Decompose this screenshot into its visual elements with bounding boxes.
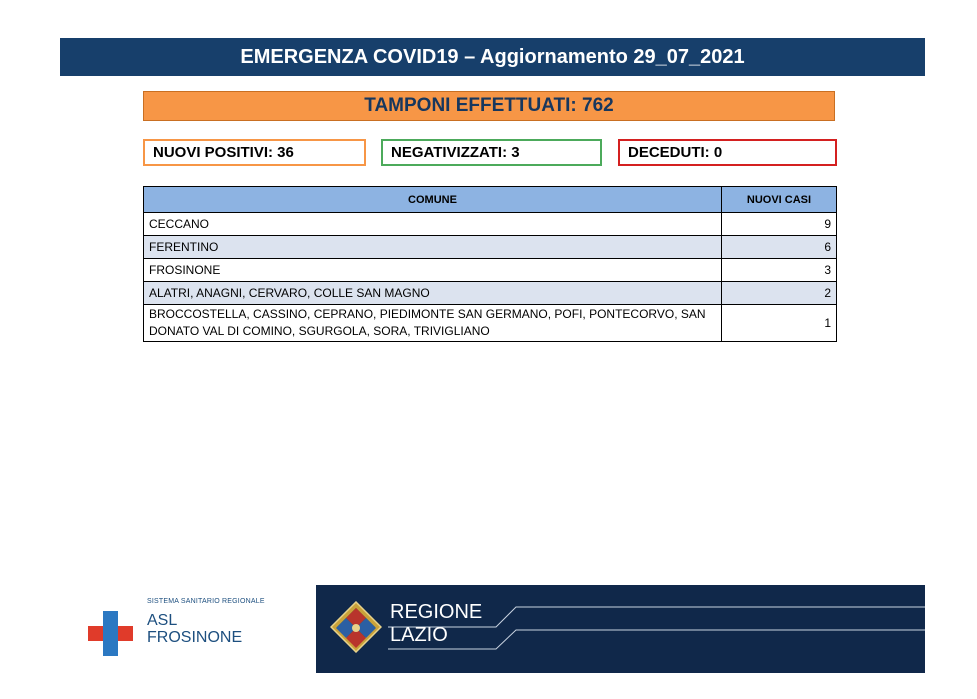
table-row [144, 236, 837, 259]
table-header-row [144, 187, 837, 213]
medical-cross-icon [88, 611, 133, 656]
asl-frosinone-logo [88, 598, 318, 658]
cell-comune: FERENTINO [144, 236, 722, 259]
table-row [144, 305, 837, 342]
nuovi-positivi-box: NUOVI POSITIVI: 36 [143, 139, 366, 166]
regione-lazio-banner [316, 585, 925, 673]
cell-comune: FROSINONE [144, 259, 722, 282]
table-row [144, 213, 837, 236]
cases-table [143, 186, 837, 342]
cell-comune: BROCCOSTELLA, CASSINO, CEPRANO, PIEDIMONTE SAN GERMANO, POFI, PONTECORVO, SAN DONATO VAL DI COMINO, SGURGOLA, SORA, TRIVIGLIANO [144, 305, 722, 342]
cell-comune: CECCANO [144, 213, 722, 236]
cell-casi: 1 [722, 305, 837, 342]
cell-casi: 2 [722, 282, 837, 305]
asl-line-1: ASL [147, 612, 178, 629]
cell-comune: ALATRI, ANAGNI, CERVARO, COLLE SAN MAGNO [144, 282, 722, 305]
table-row [144, 282, 837, 305]
asl-name [147, 612, 242, 646]
asl-subtitle: SISTEMA SANITARIO REGIONALE [147, 598, 265, 605]
header-nuovi-casi: NUOVI CASI [722, 187, 837, 213]
cell-casi: 9 [722, 213, 837, 236]
table-row [144, 259, 837, 282]
tamponi-banner: TAMPONI EFFETTUATI: 762 [143, 91, 835, 121]
deceduti-box: DECEDUTI: 0 [618, 139, 837, 166]
regione-lazio-text [390, 601, 482, 647]
negativizzati-box: NEGATIVIZZATI: 3 [381, 139, 602, 166]
lazio-emblem-icon [330, 601, 382, 653]
page-title: EMERGENZA COVID19 – Aggiornamento 29_07_2021 [60, 38, 925, 76]
asl-line-2: FROSINONE [147, 629, 243, 646]
regione-line-1: REGIONE [390, 601, 483, 623]
regione-line-2: LAZIO [390, 624, 448, 646]
cell-casi: 6 [722, 236, 837, 259]
cell-casi: 3 [722, 259, 837, 282]
header-comune: COMUNE [144, 187, 722, 213]
